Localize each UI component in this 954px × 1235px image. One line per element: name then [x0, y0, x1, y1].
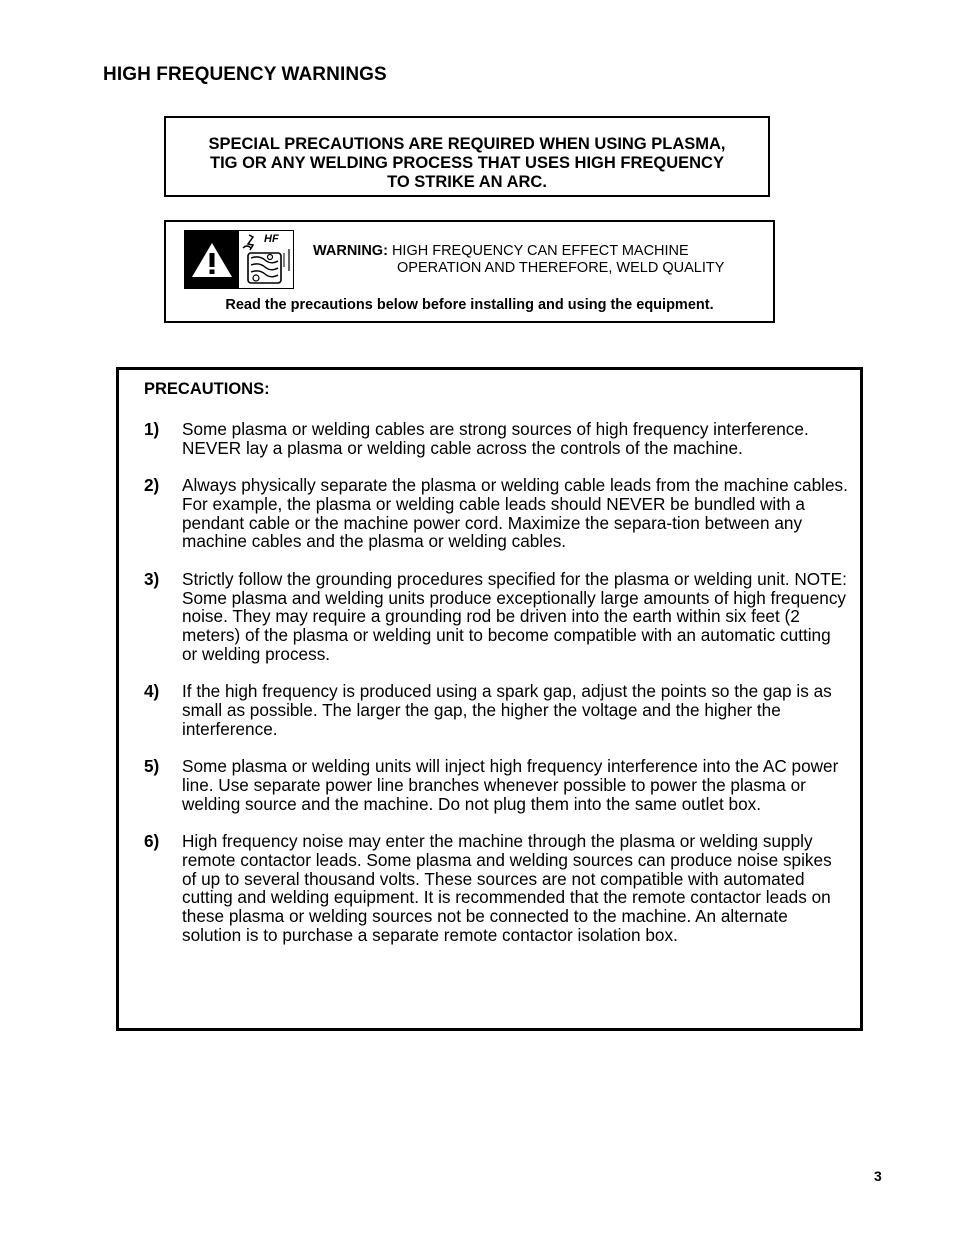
precaution-text: Strictly follow the grounding procedures specified for the plasma or welding unit. NOTE: Some plasma and welding units produce exceptionally large amounts of high frequency noise. They may require a grounding rod be driven into the earth within six feet (2 meters) of the plasma or welding unit to become compatible with an automatic cutting or welding process. [182, 568, 847, 664]
warning-symbol [184, 230, 294, 289]
precautions-list [144, 420, 849, 963]
precaution-text: If the high frequency is produced using a spark gap, adjust the points so the gap is as small as possible. The larger the gap, the higher the voltage and the higher the interference. [182, 681, 832, 739]
precaution-text: High frequency noise may enter the machine through the plasma or welding supply remote contactor leads. Some plasma and welding sources can produce noise spikes of up to several thousand volts. These sources are not compatible with automated cutting and welding equipment. It is recommended that the remote contactor leads on these plasma or welding sources not be connected to the machine. An alternate solution is to purchase a separate remote contactor isolation box. [182, 831, 832, 946]
page-title: HIGH FREQUENCY WARNINGS [103, 64, 387, 85]
warning-line-2: OPERATION AND THEREFORE, WELD QUALITY [397, 260, 725, 276]
page-number: 3 [874, 1168, 882, 1184]
precaution-text: Always physically separate the plasma or welding cable leads from the machine cables. For example, the plasma or welding cable leads should NEVER be bundled with a pendant cable or the machine power cord. Maximize the separa-tion between any machine cables and the plasma or welding cables. [182, 475, 848, 552]
precaution-number: 3) [144, 568, 160, 589]
warning-message [313, 243, 724, 277]
precaution-number: 1) [144, 419, 160, 439]
warning-triangle-icon [185, 231, 239, 288]
precaution-item [144, 682, 849, 738]
precaution-item [144, 757, 849, 813]
precaution-text: Some plasma or welding cables are strong sources of high frequency interference. NEVER lay a plasma or welding cable across the controls of the machine. [182, 419, 809, 458]
precaution-number: 5) [144, 756, 160, 777]
precaution-item [144, 420, 849, 458]
notice-line: TIG OR ANY WELDING PROCESS THAT USES HIGH FREQUENCY [210, 154, 724, 172]
high-frequency-icon [239, 231, 293, 288]
notice-line: SPECIAL PRECAUTIONS ARE REQUIRED WHEN USING PLASMA, [208, 135, 726, 153]
precaution-number: 2) [144, 475, 160, 496]
precaution-number: 4) [144, 681, 160, 702]
hf-warning-box [164, 220, 775, 323]
special-precautions-notice [164, 116, 770, 197]
precautions-title: PRECAUTIONS: [144, 380, 270, 398]
warning-label: WARNING: [313, 243, 388, 259]
precautions-section [116, 367, 863, 1031]
precaution-item [144, 832, 849, 945]
notice-line: TO STRIKE AN ARC. [387, 173, 547, 191]
warning-footer: Read the precautions below before installing and using the equipment. [225, 297, 714, 313]
precaution-item [144, 570, 849, 664]
precaution-text: Some plasma or welding units will inject high frequency interference into the AC power line. Use separate power line branches whenever possible to power the plasma or welding source and the machine. Do not plug them into the same outlet box. [182, 756, 839, 814]
precaution-item [144, 476, 849, 551]
hf-icon-label: HF [264, 233, 279, 245]
precaution-number: 6) [144, 831, 160, 852]
warning-line-1: HIGH FREQUENCY CAN EFFECT MACHINE [391, 243, 689, 259]
